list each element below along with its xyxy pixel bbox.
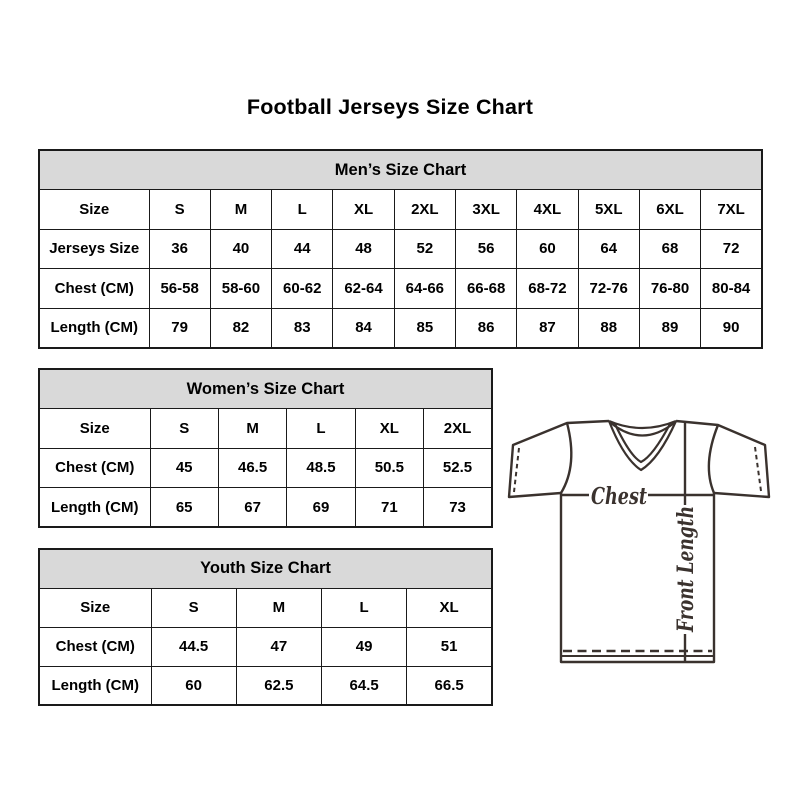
size-cell: 76-80: [639, 269, 700, 309]
womens-size-table: [38, 368, 493, 528]
table-title: Youth Size Chart: [39, 549, 492, 588]
size-cell: XL: [333, 190, 394, 230]
size-cell: M: [236, 588, 321, 627]
size-cell: 71: [355, 488, 423, 528]
size-cell: 3XL: [455, 190, 516, 230]
row-label: Chest (CM): [39, 627, 151, 666]
row-label: Length (CM): [39, 488, 150, 528]
row-label: Length (CM): [39, 308, 149, 348]
size-cell: 49: [322, 627, 407, 666]
size-cell: 90: [701, 308, 762, 348]
size-cell: S: [149, 190, 210, 230]
right-cuff-dashed-line: [755, 447, 761, 491]
size-cell: 89: [639, 308, 700, 348]
size-cell: 84: [333, 308, 394, 348]
size-cell: 47: [236, 627, 321, 666]
row-label: Chest (CM): [39, 448, 150, 488]
size-cell: S: [151, 588, 236, 627]
row-label: Chest (CM): [39, 269, 149, 309]
collar-back-curve: [609, 421, 676, 428]
left-cuff-dashed-line: [514, 448, 519, 492]
size-cell: 7XL: [701, 190, 762, 230]
size-cell: 40: [210, 229, 271, 269]
size-cell: M: [210, 190, 271, 230]
size-cell: 6XL: [639, 190, 700, 230]
size-cell: 83: [272, 308, 333, 348]
size-cell: 86: [455, 308, 516, 348]
size-cell: 64-66: [394, 269, 455, 309]
size-cell: 60: [517, 229, 578, 269]
size-cell: 65: [150, 488, 218, 528]
size-cell: 88: [578, 308, 639, 348]
front-length-label: Front Length: [673, 469, 699, 632]
size-cell: 67: [218, 488, 286, 528]
size-cell: 48: [333, 229, 394, 269]
size-cell: S: [150, 409, 218, 449]
size-cell: 72: [701, 229, 762, 269]
chest-label: Chest: [591, 483, 648, 510]
size-cell: 68-72: [517, 269, 578, 309]
size-cell: 79: [149, 308, 210, 348]
size-cell: 2XL: [394, 190, 455, 230]
size-cell: 87: [517, 308, 578, 348]
size-cell: 51: [407, 627, 492, 666]
size-cell: 73: [424, 488, 492, 528]
size-cell: 62.5: [236, 666, 321, 705]
size-cell: 52: [394, 229, 455, 269]
size-cell: XL: [407, 588, 492, 627]
left-armhole-seam: [561, 423, 571, 493]
row-label: Size: [39, 409, 150, 449]
size-cell: 85: [394, 308, 455, 348]
size-cell: L: [322, 588, 407, 627]
size-cell: 60-62: [272, 269, 333, 309]
mens-size-table: [38, 149, 763, 349]
size-cell: L: [287, 409, 355, 449]
size-cell: 62-64: [333, 269, 394, 309]
size-cell: 56-58: [149, 269, 210, 309]
row-label: Jerseys Size: [39, 229, 149, 269]
size-cell: 52.5: [424, 448, 492, 488]
size-cell: 64: [578, 229, 639, 269]
size-cell: 68: [639, 229, 700, 269]
size-cell: 44.5: [151, 627, 236, 666]
size-cell: 36: [149, 229, 210, 269]
size-cell: 50.5: [355, 448, 423, 488]
size-cell: 44: [272, 229, 333, 269]
right-armhole-seam: [709, 425, 718, 493]
youth-size-table: [38, 548, 493, 706]
size-cell: 45: [150, 448, 218, 488]
page-title: Football Jerseys Size Chart: [246, 95, 534, 119]
size-cell: 72-76: [578, 269, 639, 309]
table-title: Women’s Size Chart: [39, 369, 492, 409]
row-label: Size: [39, 190, 149, 230]
size-cell: 58-60: [210, 269, 271, 309]
row-label: Size: [39, 588, 151, 627]
size-cell: M: [218, 409, 286, 449]
size-cell: 48.5: [287, 448, 355, 488]
size-cell: 82: [210, 308, 271, 348]
size-cell: XL: [355, 409, 423, 449]
row-label: Length (CM): [39, 666, 151, 705]
size-cell: 5XL: [578, 190, 639, 230]
size-cell: 60: [151, 666, 236, 705]
size-cell: L: [272, 190, 333, 230]
size-cell: 56: [455, 229, 516, 269]
size-cell: 69: [287, 488, 355, 528]
table-title: Men’s Size Chart: [39, 150, 762, 190]
size-cell: 80-84: [701, 269, 762, 309]
size-cell: 66.5: [407, 666, 492, 705]
size-cell: 64.5: [322, 666, 407, 705]
size-cell: 4XL: [517, 190, 578, 230]
size-cell: 2XL: [424, 409, 492, 449]
size-cell: 66-68: [455, 269, 516, 309]
jersey-diagram: [505, 413, 777, 667]
size-cell: 46.5: [218, 448, 286, 488]
jersey-outline-path: [509, 421, 769, 662]
